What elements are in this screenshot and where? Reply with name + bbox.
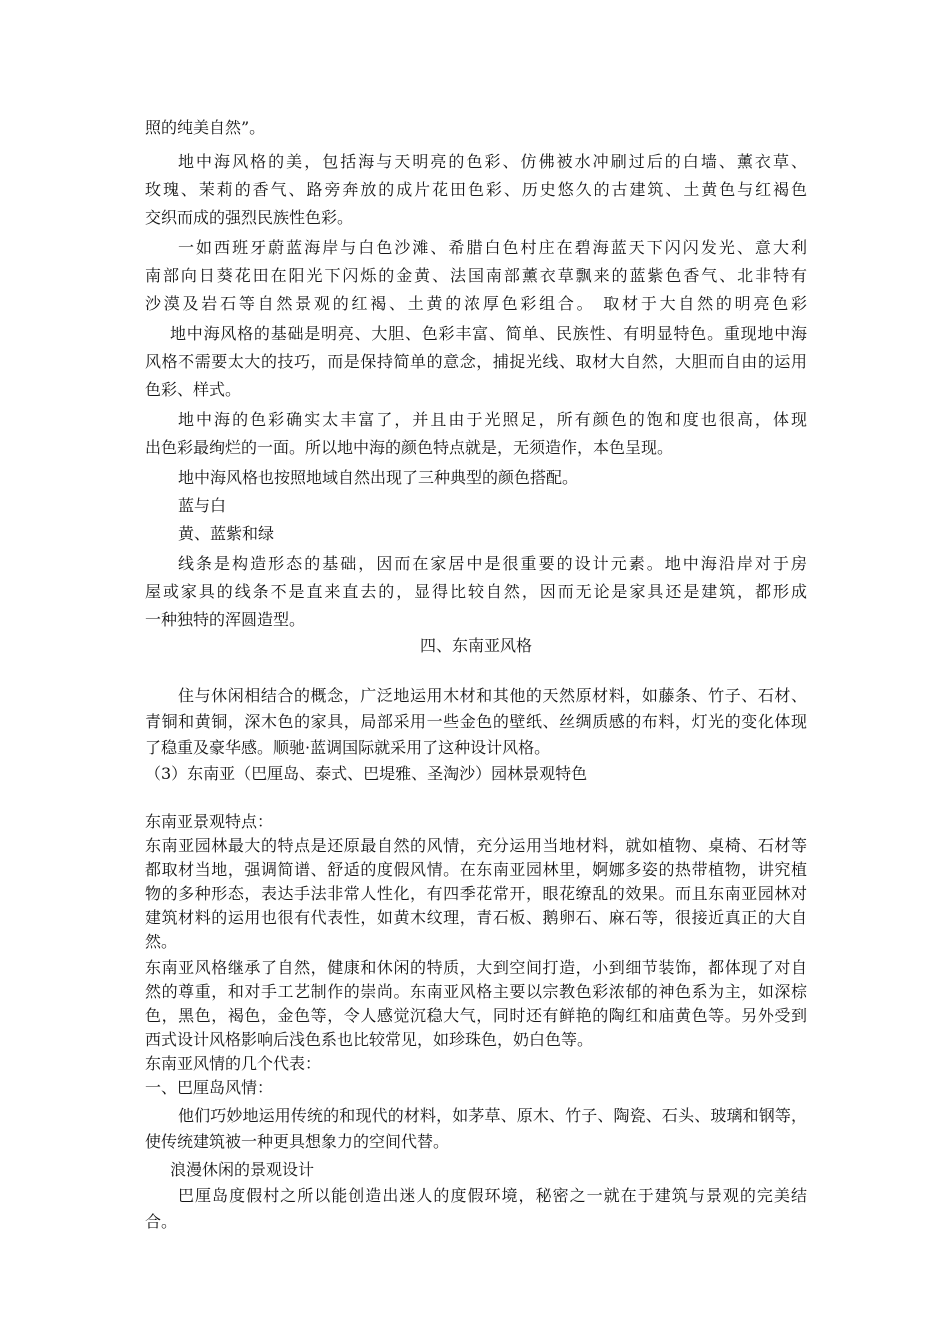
paragraph-line: 巴厘岛度假村之所以能创造出迷人的度假环境，秘密之一就在于建筑与景观的完美结 xyxy=(178,1186,807,1205)
paragraph-line: 东南亚景观特点： xyxy=(145,812,274,831)
paragraph-line: 物的多种形态，表达手法非常人性化，有四季花常开，眼花缭乱的效果。而且东南亚园林对 xyxy=(145,884,807,903)
paragraph-line: 照的纯美自然”。 xyxy=(145,118,266,137)
paragraph-line: 线条是构造形态的基础，因而在家居中是很重要的设计元素。地中海沿岸对于房 xyxy=(178,554,807,573)
paragraph-line: 色彩、样式。 xyxy=(145,380,242,399)
paragraph-line: 东南亚园林最大的特点是还原最自然的风情，充分运用当地材料，就如植物、桌椅、石材等 xyxy=(145,836,807,855)
paragraph-line: 然。 xyxy=(145,932,178,951)
paragraph-line: 东南亚风格继承了自然，健康和休闲的特质，大到空间打造，小到细节装饰，都体现了对自 xyxy=(145,958,807,977)
paragraph-line: 南部向日葵花田在阳光下闪烁的金黄、法国南部薰衣草飘来的蓝紫色香气、北非特有 xyxy=(145,266,807,285)
paragraph-line: 青铜和黄铜，深木色的家具，局部采用一些金色的壁纸、丝绸质感的布料，灯光的变化体现 xyxy=(145,712,807,731)
paragraph-line: 地中海风格也按照地域自然出现了三种典型的颜色搭配。 xyxy=(178,468,579,487)
paragraph-line: 地中海风格的美，包括海与天明亮的色彩、仿佛被水冲刷过后的白墙、薰衣草、 xyxy=(178,152,807,171)
paragraph-line: 地中海的色彩确实太丰富了，并且由于光照足，所有颜色的饱和度也很高，体现 xyxy=(178,410,807,429)
paragraph-line: 风格不需要太大的技巧，而是保持简单的意念，捕捉光线、取材大自然，大胆而自由的运用 xyxy=(145,352,807,371)
paragraph-line: 蓝与白 xyxy=(178,496,227,515)
paragraph-line: 交织而成的强烈民族性色彩。 xyxy=(145,208,354,227)
section-heading: 四、东南亚风格 xyxy=(419,636,532,655)
paragraph-line: 一如西班牙蔚蓝海岸与白色沙滩、希腊白色村庄在碧海蓝天下闪闪发光、意大利 xyxy=(178,238,807,257)
paragraph-line: 色，黑色，褐色，金色等，令人感觉沉稳大气，同时还有鲜艳的陶红和庙黄色等。另外受到 xyxy=(145,1006,807,1025)
paragraph-line: 黄、蓝紫和绿 xyxy=(178,524,275,543)
paragraph-line: 使传统建筑被一种更具想象力的空间代替。 xyxy=(145,1132,450,1151)
paragraph-line: 玫瑰、茉莉的香气、路旁奔放的成片花田色彩、历史悠久的古建筑、土黄色与红褐色 xyxy=(145,180,807,199)
paragraph-line: 地中海风格的基础是明亮、大胆、色彩丰富、简单、民族性、有明显特色。重现地中海 xyxy=(170,324,807,343)
paragraph-line: 住与休闲相结合的概念，广泛地运用木材和其他的天然原材料，如藤条、竹子、石材、 xyxy=(178,686,807,705)
paragraph-line: 了稳重及豪华感。顺驰·蓝调国际就采用了这种设计风格。 xyxy=(145,738,551,757)
paragraph-line: 出色彩最绚烂的一面。所以地中海的颜色特点就是，无须造作，本色呈现。 xyxy=(145,438,674,457)
paragraph-line: 合。 xyxy=(145,1212,178,1231)
paragraph-line: 浪漫休闲的景观设计 xyxy=(170,1160,315,1179)
paragraph-line: 一种独特的浑圆造型。 xyxy=(145,610,306,629)
paragraph-line: 建筑材料的运用也很有代表性，如黄木纹理，青石板、鹅卵石、麻石等，很接近真正的大自 xyxy=(145,908,807,927)
paragraph-line: 东南亚风情的几个代表： xyxy=(145,1054,322,1073)
paragraph-line: 都取材当地，强调简谱、舒适的度假风情。在东南亚园林里，婀娜多姿的热带植物，讲究植 xyxy=(145,860,807,879)
paragraph-line: 一、巴厘岛风情： xyxy=(145,1078,274,1097)
subsection-heading: （3）东南亚（巴厘岛、泰式、巴堤雅、圣淘沙）园林景观特色 xyxy=(145,764,588,783)
paragraph-line: 屋或家具的线条不是直来直去的，显得比较自然，因而无论是家具还是建筑，都形成 xyxy=(145,582,807,601)
paragraph-line: 然的尊重，和对手工艺制作的崇尚。东南亚风格主要以宗教色彩浓郁的神色系为主，如深棕 xyxy=(145,982,807,1001)
paragraph-line: 西式设计风格影响后浅色系也比较常见，如珍珠色，奶白色等。 xyxy=(145,1030,594,1049)
paragraph-line: 沙漠及岩石等自然景观的红褐、土黄的浓厚色彩组合。 取材于大自然的明亮色彩 xyxy=(145,294,807,313)
paragraph-line: 他们巧妙地运用传统的和现代的材料，如茅草、原木、竹子、陶瓷、石头、玻璃和钢等， xyxy=(178,1106,807,1125)
